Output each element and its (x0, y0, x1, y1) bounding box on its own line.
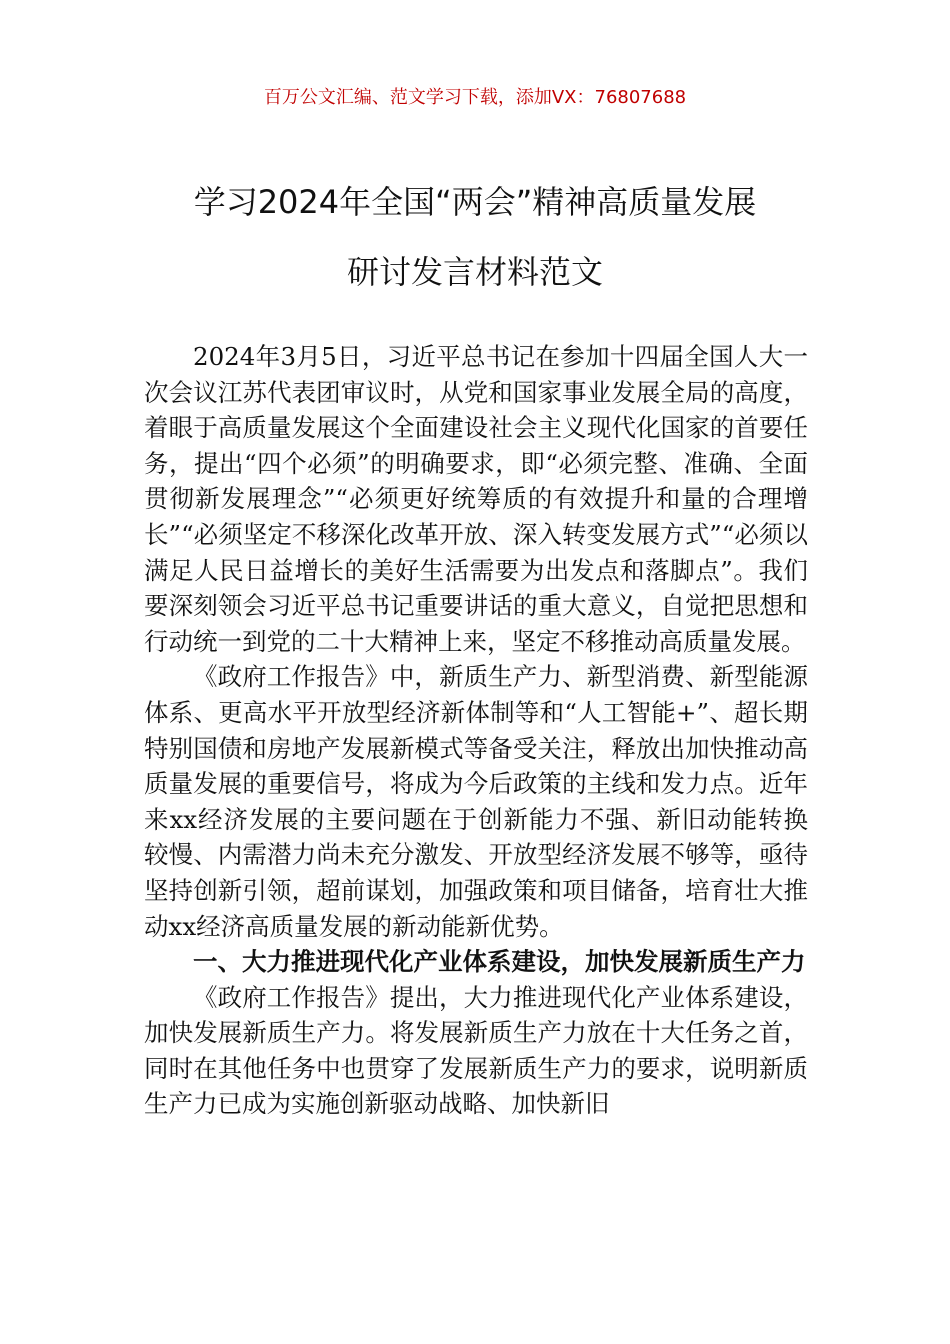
title-line-2: 研讨发言材料范文 (346, 253, 603, 291)
paragraph-intro: 2024年3月5日，习近平总书记在参加十四届全国人大一次会议江苏代表团审议时，从党和国家事业发展全局的高度，着眼于高质量发展这个全面建设社会主义现代化国家的首要任务，提出“四个必须”的明确要求，即“必须完整、准确、全面贯彻新发展理念”“必须更好统筹质的有效提升和量的合理增长”“必须坚定不移深化改革开放、深入转变发展方式”“必须以满足人民日益增长的美好生活需要为出发点和落脚点”。我们要深刻领会习近平总书记重要讲话的重大意义，自觉把思想和行动统一到党的二十大精神上来，坚定不移推动高质量发展。 (144, 342, 808, 656)
header-note: 百万公文汇编、范文学习下载，添加VX：76807688 (263, 87, 687, 108)
section-heading-1: 一、大力推进现代化产业体系建设，加快发展新质生产力 (193, 947, 806, 977)
title-line-1: 学习2024年全国“两会”精神高质量发展 (193, 183, 757, 221)
paragraph-report: 《政府工作报告》中，新质生产力、新型消费、新型能源体系、更高水平开放型经济新体制等和“人工智能+”、超长期特别国债和房地产发展新模式等备受关注，释放出加快推动高质量发展的重要信号，将成为今后政策的主线和发力点。近年来xx经济发展的主要问题在于创新能力不强、新旧动能转换较慢、内需潜力尚未充分激发、开放型经济发展不够等，亟待坚持创新引领，超前谋划，加强政策和项目储备，培育壮大推动xx经济高质量发展的新动能新优势。 (144, 662, 808, 941)
paragraph-section-1: 《政府工作报告》提出，大力推进现代化产业体系建设，加快发展新质生产力。将发展新质生产力放在十大任务之首，同时在其他任务中也贯穿了发展新质生产力的要求，说明新质生产力已成为实施创新驱动战略、加快新旧 (144, 982, 808, 1119)
body-text (144, 339, 808, 1122)
